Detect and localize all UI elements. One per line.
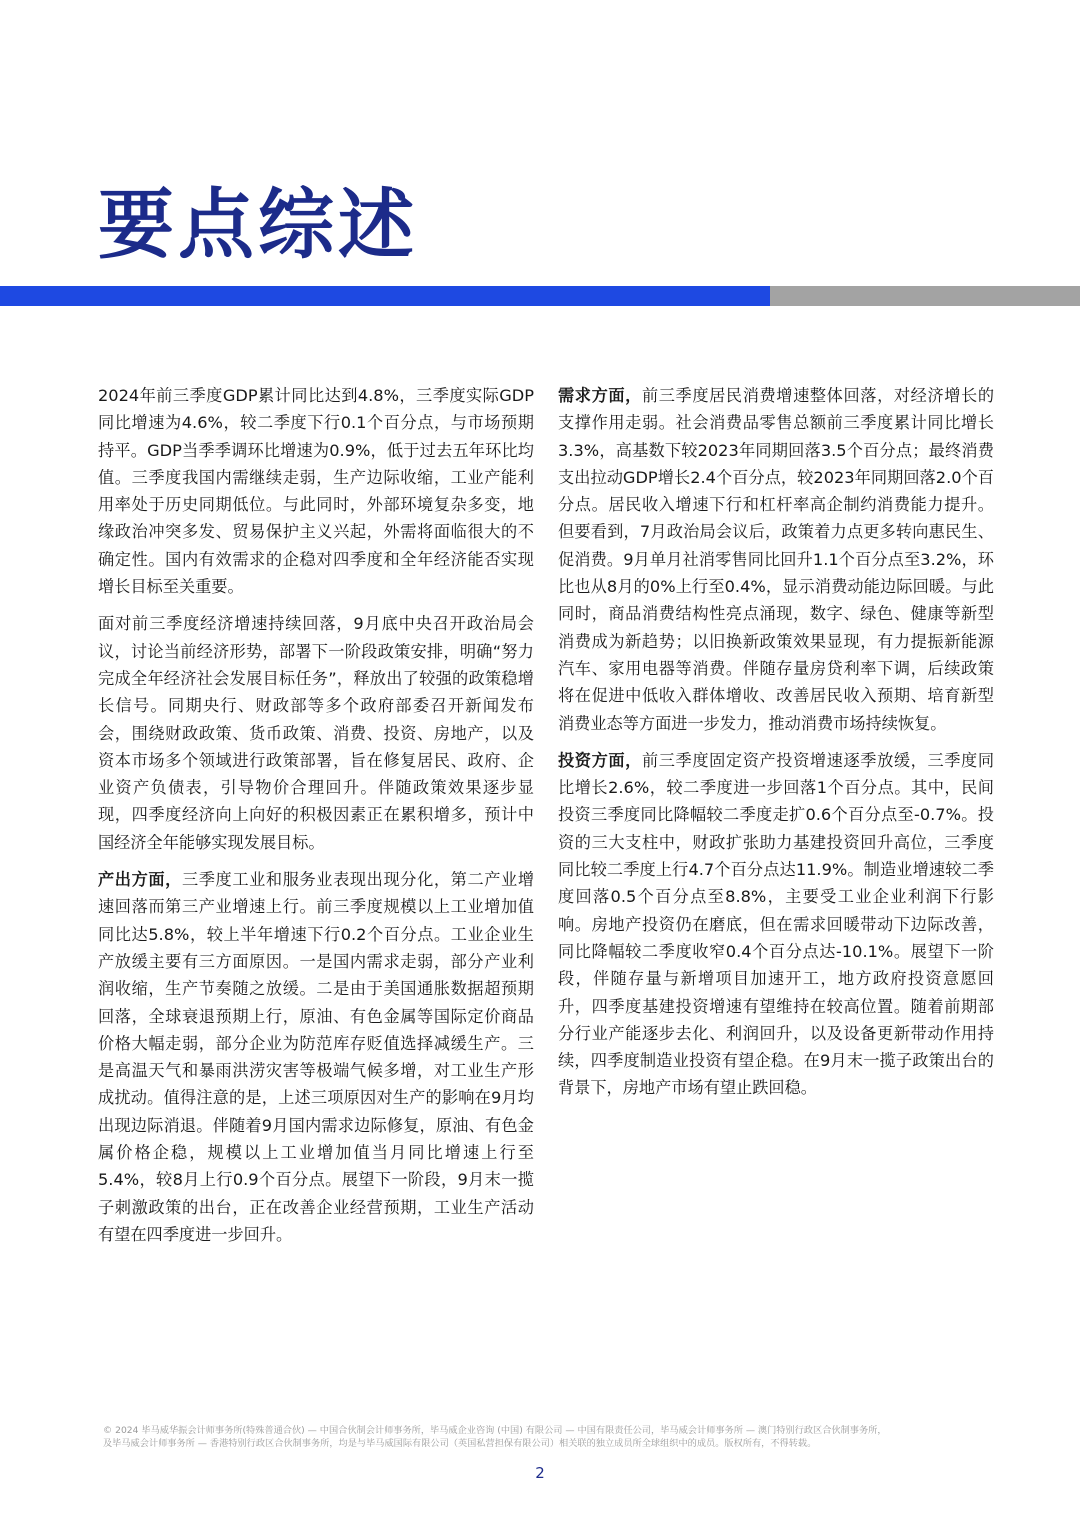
paragraph-output xyxy=(98,866,534,1248)
paragraph-gdp-overview xyxy=(98,382,534,600)
paragraph-lead: 产出方面， xyxy=(98,870,182,890)
footer-legal-line: 及毕马威会计师事务所 — 香港特别行政区合伙制事务所，均是与毕马威国际有限公司（英国私营担保有限公司）相关联的独立成员所全球组织中的成员。版权所有，不得转载。 xyxy=(103,1438,817,1449)
paragraph-investment xyxy=(558,747,994,1102)
header-rule-blue xyxy=(0,286,770,306)
paragraph-text: 前三季度固定资产投资增速逐季放缓，三季度同比增长2.6%，较二季度进一步回落1个百分点。其中，民间投资三季度同比降幅较二季度走扩0.6个百分点至-0.7%。投资的三大支柱中，财政扩张助力基建投资回升高位，三季度同比较二季度上行4.7个百分点达11.9%。制造业增速较二季度回落0.5个百分点至8.8%，主要受工业企业利润下行影响。房地产投资仍在磨底，但在需求回暖带动下边际改善，同比降幅较二季度收窄0.4个百分点达-10.1%。展望下一阶段，伴随存量与新增项目加速开工，地方政府投资意愿回升，四季度基建投资增速有望维持在较高位置。随着前期部分行业产能逐步去化、利润回升，以及设备更新带动作用持续，四季度制造业投资有望企稳。在9月末一揽子政策出台的背景下，房地产市场有望止跌回稳。 xyxy=(558,750,995,1098)
left-column xyxy=(98,382,534,1258)
footer-legal-line: © 2024 毕马威华振会计师事务所(特殊普通合伙) — 中国合伙制会计师事务所，毕马威企业咨询 (中国) 有限公司 — 中国有限责任公司，毕马威会计师事务所 — 澳门特别行政区合伙制事务所， xyxy=(103,1425,887,1436)
page-number: 2 xyxy=(535,1464,545,1482)
header-rule-gray xyxy=(770,286,1080,306)
paragraph-text: 2024年前三季度GDP累计同比达到4.8%，三季度实际GDP同比增速为4.6%，较二季度下行0.1个百分点，与市场预期持平。GDP当季季调环比增速为0.9%，低于过去五年环比均值。三季度我国内需继续走弱，生产边际收缩，工业产能利用率处于历史同期低位。与此同时，外部环境复杂多变，地缘政治冲突多发、贸易保护主义兴起，外需将面临很大的不确定性。国内有效需求的企稳对四季度和全年经济能否实现增长目标至关重要。 xyxy=(98,386,534,597)
paragraph-demand xyxy=(558,382,994,737)
right-column xyxy=(558,382,994,1112)
paragraph-text: 三季度工业和服务业表现出现分化，第二产业增速回落而第三产业增速上行。前三季度规模以上工业增加值同比达5.8%，较上半年增速下行0.2个百分点。工业企业生产放缓主要有三方面原因。一是国内需求走弱，部分产业利润收缩，生产节奏随之放缓。二是由于美国通胀数据超预期回落，全球衰退预期上行，原油、有色金属等国际定价商品价格大幅走弱，部分企业为防范库存贬值选择减缓生产。三是高温天气和暴雨洪涝灾害等极端气候多增，对工业生产形成扰动。值得注意的是，上述三项原因对生产的影响在9月均出现边际消退。伴随着9月国内需求边际修复，原油、有色金属价格企稳，规模以上工业增加值当月同比增速上行至5.4%，较8月上行0.9个百分点。展望下一阶段，9月末一揽子刺激政策的出台，正在改善企业经营预期，工业生产活动有望在四季度进一步回升。 xyxy=(98,870,535,1244)
paragraph-lead: 需求方面， xyxy=(558,386,642,405)
paragraph-text: 面对前三季度经济增速持续回落，9月底中央召开政治局会议，讨论当前经济形势，部署下一阶段政策安排，明确“努力完成全年经济社会发展目标任务”，释放出了较强的政策稳增长信号。同期央行、财政部等多个政府部委召开新闻发布会，围绕财政政策、货币政策、消费、投资、房地产，以及资本市场多个领域进行政策部署，旨在修复居民、政府、企业资产负债表，引导物价合理回升。伴随政策效果逐步显现，四季度经济向上向好的积极因素正在累积增多，预计中国经济全年能够实现发展目标。 xyxy=(98,614,534,852)
page-title: 要点综述 xyxy=(98,180,418,269)
paragraph-lead: 投资方面， xyxy=(558,750,642,770)
paragraph-policy xyxy=(98,610,534,856)
footer-legal-notice xyxy=(103,1424,983,1450)
paragraph-text: 前三季度居民消费增速整体回落，对经济增长的支撑作用走弱。社会消费品零售总额前三季度累计同比增长3.3%，高基数下较2023年同期回落3.5个百分点；最终消费支出拉动GDP增长2.4个百分点，较2023年同期回落2.0个百分点。居民收入增速下行和杠杆率高企制约消费能力提升。但要看到，7月政治局会议后，政策着力点更多转向惠民生、促消费。9月单月社消零售同比回升1.1个百分点至3.2%，环比也从8月的0%上行至0.4%，显示消费动能边际回暖。与此同时，商品消费结构性亮点涌现，数字、绿色、健康等新型消费成为新趋势；以旧换新政策效果显现，有力提振新能源汽车、家用电器等消费。伴随存量房贷利率下调，后续政策将在促进中低收入群体增收、改善居民收入预期、培育新型消费业态等方面进一步发力，推动消费市场持续恢复。 xyxy=(558,386,995,733)
